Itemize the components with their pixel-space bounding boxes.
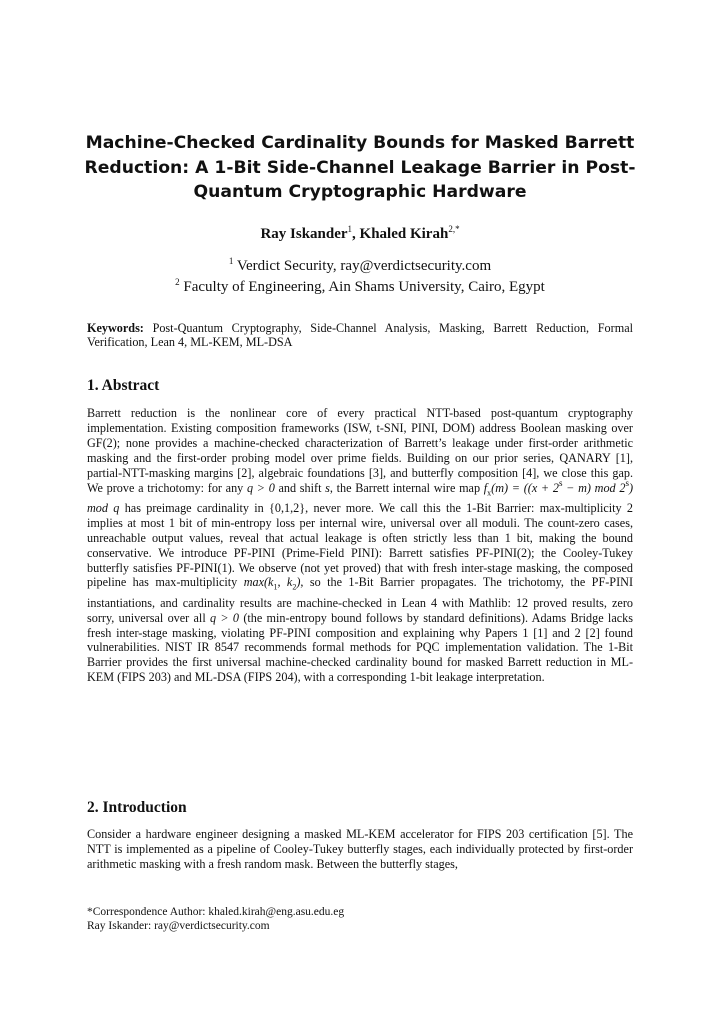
abstract-text: Barrett reduction is the nonlinear core of every practical NTT-based post-quantum cryptography implementation. Existing composition frameworks (ISW, t-SNI, PINI, DOM) address Boolean masking over GF(2); none provides a machine-checked characterization of Barrett’s leakage under first-order arithmetic masking and the first-order probing model over prime fields. Building on our prior series, QANARY [1], partial-NTT-masking margins [2], algebraic foundations [3], and butterfly composition [4], we close this gap. We prove a trichotomy: for any [87, 406, 633, 495]
math-inline: s [325, 480, 330, 495]
affiliation-line [70, 277, 650, 298]
author-mark: 1 [347, 224, 353, 234]
abstract-text: , the Barrett internal wire map [329, 480, 481, 495]
affiliation-line [70, 256, 650, 277]
keywords [87, 321, 633, 349]
abstract-body [87, 406, 633, 685]
affiliation-text: Faculty of Engineering, Ain Shams University, Cairo, Egypt [183, 279, 545, 295]
affiliation-list [70, 256, 650, 298]
keywords-label: Keywords: [87, 321, 144, 335]
author-list: Ray Iskander$^1$, Khaled Kirah$^{2,*}$ [260, 224, 460, 242]
paper-title: Machine-Checked Cardinality Bounds for Masked Barrett Reduction: A 1-Bit Side-Channel Leakage Barrier in Post-Quantum Cryptographic Hardware [84, 133, 636, 202]
abstract-heading: 1. Abstract [87, 377, 160, 394]
abstract-text: , so the 1-Bit Barrier propagates. The trichotomy, the PF-PINI instantiations, and cardinality results are machine-checked in Lean 4 with Mathlib: 12 proved results, zero sorry, universal over all [87, 575, 633, 625]
affiliation-mark: 2 [175, 277, 180, 287]
math-inline: q > 0 [210, 610, 240, 625]
abstract-text: and shift [278, 480, 322, 495]
author-mark: 2,* [448, 224, 460, 234]
author-name: Ray Iskander [260, 226, 348, 242]
math-inline: q > 0 [246, 480, 275, 495]
keywords-text: Post-Quantum Cryptography, Side-Channel Analysis, Masking, Barrett Reduction, Formal Verification, Lean 4, ML-KEM, ML-DSA [87, 321, 633, 349]
math-inline: $\max(k_1$, $k_2$) [243, 575, 301, 592]
author-name: Khaled Kirah [359, 226, 449, 242]
affiliation-text: Verdict Security, ray@verdictsecurity.com [236, 258, 492, 274]
footnotes [87, 905, 633, 933]
introduction-heading: 2. Introduction [87, 799, 187, 816]
affiliation-mark: 1 [228, 256, 234, 266]
abstract-text: (the min-entropy bound follows by standard definitions). Adams Bridge lacks fresh inter-stage masking, violating PF-PINI composition and explaining why Papers 1 [1] and 2 [2] found vulnerabilities. NIST IR 8547 recommends formal methods for PQC implementation validation. The 1-Bit Barrier provides the first universal machine-checked cardinality bound for masked Barrett reduction in ML-KEM (FIPS 203) and ML-DSA (FIPS 204), with a corresponding 1-bit leakage interpretation. [87, 610, 633, 685]
introduction-body: Consider a hardware engineer designing a masked ML-KEM accelerator for FIPS 203 certification [5]. The NTT is implemented as a pipeline of Cooley-Tukey butterfly stages, each individually protected by first-order arithmetic masking with a fresh random mask. Between the butterfly stages, [87, 827, 633, 871]
author-footnote: Ray Iskander: ray@verdictsecurity.com [87, 920, 270, 932]
correspondence-footnote: *Correspondence Author: khaled.kirah@eng.asu.edu.eg [87, 906, 345, 918]
math-inline: $f_x(m) = ((x + 2^s - m)$ mod 2$^s$) mod q [87, 477, 634, 515]
abstract-text: has preimage cardinality in {0,1,2}, never more. We call this the 1-Bit Barrier: max-multiplicity 2 implies at most 1 bit of min-entropy loss per internal wire, universal over all moduli. The count-zero cases, unreachable output values, reveal that actual leakage is often strictly less than 1 bit, making the bound conservative. We introduce PF-PINI (Prime-Field PINI): Barrett satisfies PF-PINI(2); the Cooley-Tukey butterfly satisfies PF-PINI(1). We observe (not yet proved) that with fresh inter-stage masking, the composed pipeline has max-multiplicity [87, 500, 634, 590]
